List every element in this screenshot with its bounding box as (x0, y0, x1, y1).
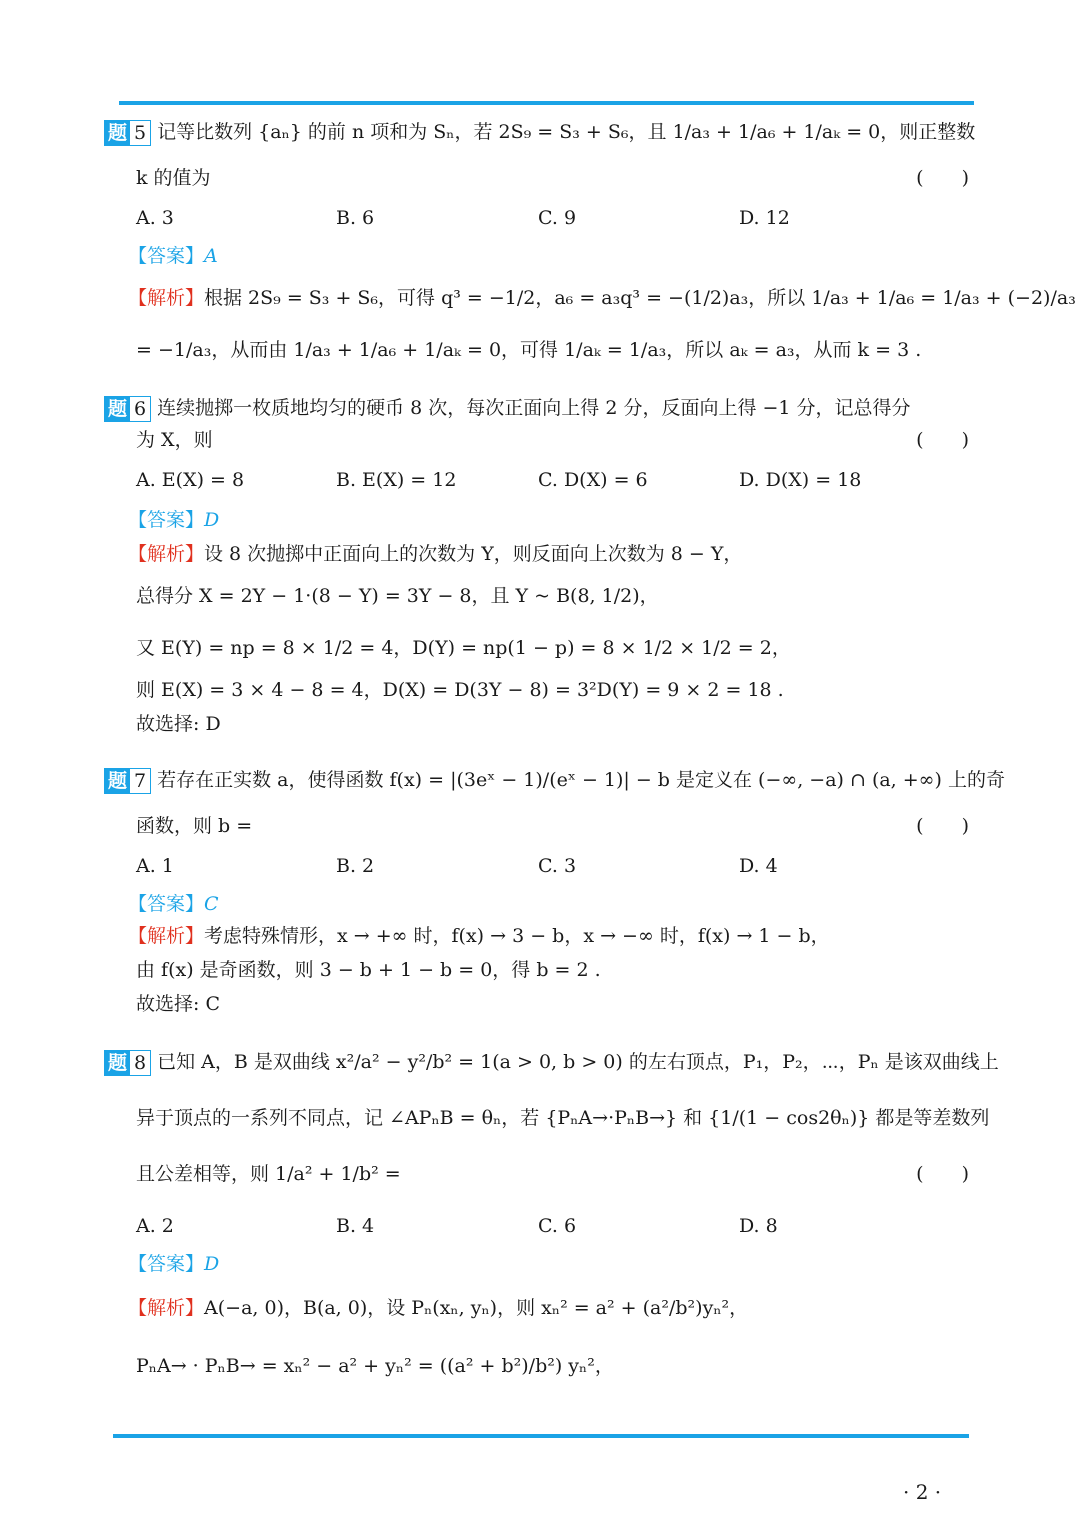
explain-line-1: 【解析】考虑特殊情形，x → +∞ 时，f(x) → 3 − b，x → −∞ 时，f(x) → 1 − b， (128, 925, 830, 947)
answer-line: 【答案】C (128, 893, 219, 915)
option-a: A. 1 (136, 855, 174, 877)
option-b: B. 6 (336, 207, 375, 229)
answer-blank: ( ) (916, 815, 969, 837)
problem-6-stem-line1: 题 6 连续抛掷一枚质地均匀的硬币 8 次，每次正面向上得 2 分，反面向上得 −1 分，记总得分 (104, 394, 911, 422)
option-a: A. 3 (136, 207, 174, 229)
explain-line-3: 故选择: C (136, 993, 220, 1015)
answer-blank: ( ) (916, 167, 969, 189)
explain-line-2: 由 f(x) 是奇函数，则 3 − b + 1 − b = 0，得 b = 2 . (136, 959, 601, 981)
explain-line-1: 【解析】根据 2S₉ = S₃ + S₆，可得 q³ = −1/2，a₆ = a₃q³ = −(1/2)a₃，所以 1/a₃ + 1/a₆ = 1/a₃ + (−2)/a₃ (128, 287, 1076, 309)
top-rule (119, 101, 974, 105)
option-c: C. D(X) = 6 (538, 469, 648, 491)
problem-number-tag: 题 8 (104, 1050, 151, 1076)
answer-line: 【答案】D (128, 1253, 220, 1275)
problem-8-stem-line1: 题 8 已知 A，B 是双曲线 x²/a² − y²/b² = 1(a > 0, b > 0) 的左右顶点，P₁，P₂，⋯，Pₙ 是该双曲线上 (104, 1048, 999, 1076)
problem-number-tag: 题 7 (104, 768, 151, 794)
problem-number-tag: 题 6 (104, 396, 151, 422)
problem-7-stem-line2: 函数，则 b = (136, 815, 253, 837)
explain-line-5: 故选择: D (136, 713, 221, 735)
answer-blank: ( ) (916, 1163, 969, 1185)
option-b: B. 2 (336, 855, 375, 877)
explain-line-4: 则 E(X) = 3 × 4 − 8 = 4，D(X) = D(3Y − 8) = 3²D(Y) = 9 × 2 = 18 . (136, 679, 784, 701)
option-c: C. 3 (538, 855, 577, 877)
explain-line-3: 又 E(Y) = np = 8 × 1/2 = 4，D(Y) = np(1 − p) = 8 × 1/2 × 1/2 = 2， (136, 637, 791, 659)
bottom-rule (113, 1434, 969, 1438)
problem-5-stem-line1: 题 5 记等比数列 {aₙ} 的前 n 项和为 Sₙ，若 2S₉ = S₃ + S₆，且 1/a₃ + 1/a₆ + 1/aₖ = 0，则正整数 (104, 118, 975, 146)
option-c: C. 6 (538, 1215, 577, 1237)
explain-line-2: PₙA→ · PₙB→ = xₙ² − a² + yₙ² = ((a² + b²)/b²) yₙ²， (136, 1355, 614, 1377)
option-d: D. 4 (739, 855, 778, 877)
problem-8-stem-line2: 异于顶点的一系列不同点，记 ∠APₙB = θₙ，若 {PₙA→·PₙB→} 和 {1/(1 − cos2θₙ)} 都是等差数列 (136, 1107, 990, 1129)
answer-blank: ( ) (916, 429, 969, 451)
option-b: B. E(X) = 12 (336, 469, 457, 491)
problem-number-tag: 题 5 (104, 120, 151, 146)
problem-6-stem-line2: 为 X，则 (136, 429, 213, 451)
explain-line-2: = −1/a₃，从而由 1/a₃ + 1/a₆ + 1/aₖ = 0，可得 1/aₖ = 1/a₃，所以 aₖ = a₃，从而 k = 3 . (136, 339, 922, 361)
problem-8-stem-line3: 且公差相等，则 1/a² + 1/b² = (136, 1163, 401, 1185)
page-number: · 2 · (903, 1480, 942, 1504)
option-d: D. D(X) = 18 (739, 469, 862, 491)
option-b: B. 4 (336, 1215, 375, 1237)
explain-line-1: 【解析】设 8 次抛掷中正面向上的次数为 Y，则反面向上次数为 8 − Y， (128, 543, 743, 565)
option-a: A. E(X) = 8 (136, 469, 245, 491)
answer-line: 【答案】D (128, 509, 220, 531)
explain-line-1: 【解析】A(−a, 0)，B(a, 0)，设 Pₙ(xₙ, yₙ)，则 xₙ² = a² + (a²/b²)yₙ²， (128, 1297, 749, 1319)
option-c: C. 9 (538, 207, 577, 229)
explain-line-2: 总得分 X = 2Y − 1·(8 − Y) = 3Y − 8，且 Y ~ B(8, 1/2)， (136, 585, 659, 607)
option-d: D. 8 (739, 1215, 778, 1237)
answer-line: 【答案】A (128, 245, 218, 267)
problem-5-stem-line2: k 的值为 (136, 167, 211, 189)
option-a: A. 2 (136, 1215, 174, 1237)
problem-7-stem-line1: 题 7 若存在正实数 a，使得函数 f(x) = |(3eˣ − 1)/(eˣ − 1)| − b 是定义在 (−∞, −a) ∩ (a, +∞) 上的奇 (104, 766, 1005, 794)
option-d: D. 12 (739, 207, 790, 229)
